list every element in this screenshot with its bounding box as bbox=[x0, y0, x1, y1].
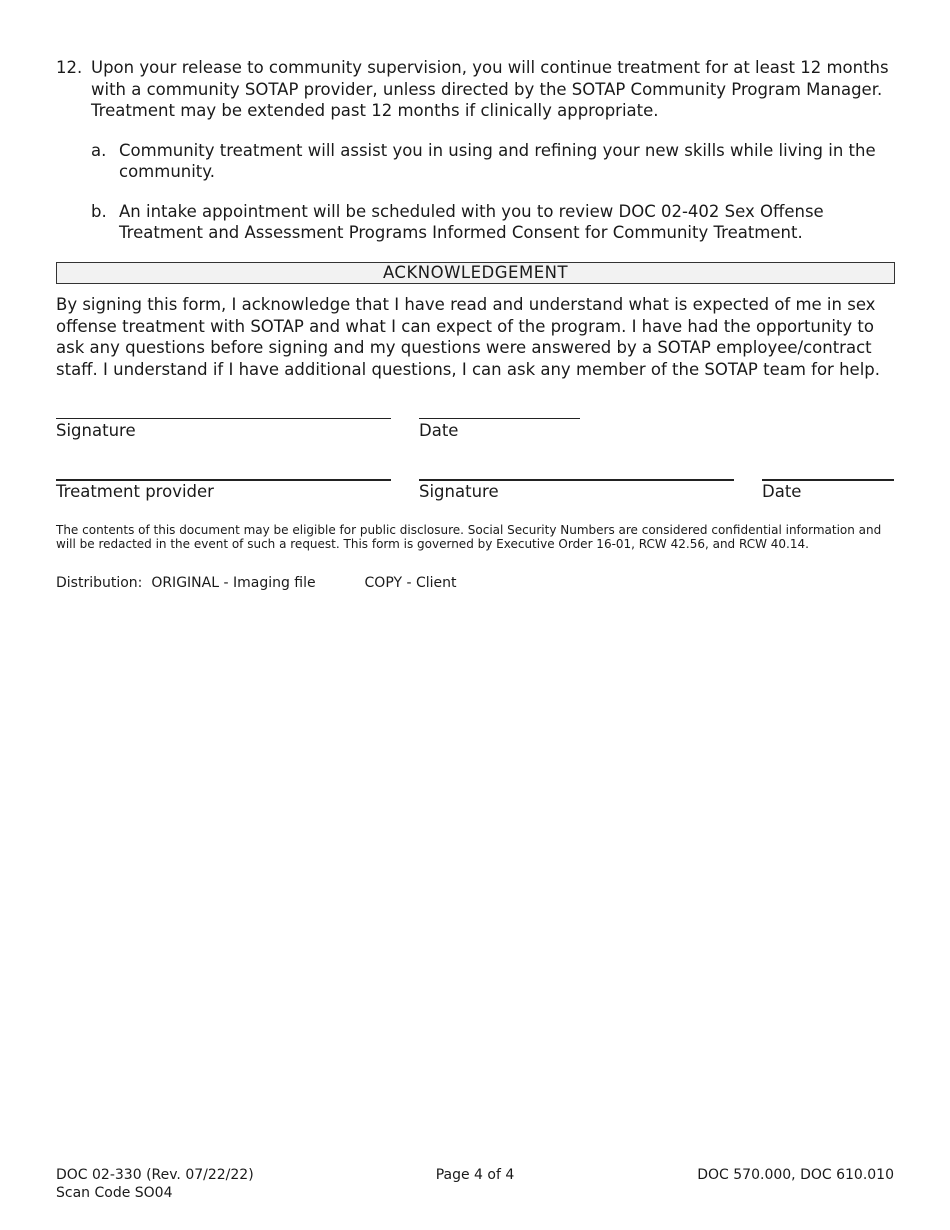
provider-date-line[interactable] bbox=[762, 479, 894, 481]
client-date-line[interactable] bbox=[419, 418, 580, 419]
footer-policy-numbers: DOC 570.000, DOC 610.010 bbox=[697, 1167, 894, 1183]
acknowledgement-header: ACKNOWLEDGEMENT bbox=[56, 262, 895, 284]
list-item-12 bbox=[56, 57, 896, 244]
sub-item-text: An intake appointment will be scheduled with you to review DOC 02-402 Sex Offense Treatment and Assessment Programs Informed Consent for Community Treatment. bbox=[119, 201, 824, 242]
client-signature-line[interactable] bbox=[56, 418, 391, 419]
sub-item-a bbox=[91, 140, 896, 183]
distribution-copy: COPY - Client bbox=[364, 575, 457, 591]
disclosure-notice: The contents of this document may be eligible for public disclosure. Social Security Numbers are considered confidential information and will be redacted in the event of such a request. This form is governed by Executive Order 16-01, RCW 42.56, and RCW 40.14. bbox=[56, 523, 882, 551]
provider-line[interactable] bbox=[56, 479, 391, 481]
distribution-line bbox=[56, 574, 457, 592]
sub-item-letter: a. bbox=[91, 140, 107, 160]
sub-item-b bbox=[91, 201, 896, 244]
footer-form-number: DOC 02-330 (Rev. 07/22/22) bbox=[56, 1167, 254, 1183]
sub-item-text: Community treatment will assist you in using and refining your new skills while living in the community. bbox=[119, 140, 876, 181]
sub-item-letter: b. bbox=[91, 201, 107, 221]
item-number: 12. bbox=[56, 58, 83, 77]
footer-scan-code: Scan Code SO04 bbox=[56, 1185, 173, 1201]
footer-page-number: Page 4 of 4 bbox=[435, 1167, 515, 1183]
provider-signature-line[interactable] bbox=[419, 479, 734, 481]
treatment-provider-label: Treatment provider bbox=[56, 482, 214, 501]
acknowledgement-body: By signing this form, I acknowledge that I have read and understand what is expected of me in sex offense treatment with SOTAP and what I can expect of the program. I have had the opportunity to ask any questions before signing and my questions were answered by a SOTAP employee/contract staff. I understand if I have additional questions, I can ask any member of the SOTAP team for help. bbox=[56, 295, 881, 379]
item-text: Upon your release to community supervision, you will continue treatment for at least 12 months with a community SOTAP provider, unless directed by the SOTAP Community Program Manager. Treatment may be extended past 12 months if clinically appropriate. bbox=[91, 58, 889, 120]
provider-date-label: Date bbox=[762, 482, 802, 501]
provider-signature-label: Signature bbox=[419, 482, 499, 501]
distribution-label: Distribution: bbox=[56, 575, 143, 591]
client-date-label: Date bbox=[419, 421, 459, 440]
client-signature-label: Signature bbox=[56, 421, 136, 440]
distribution-original: ORIGINAL - Imaging file bbox=[151, 575, 316, 591]
